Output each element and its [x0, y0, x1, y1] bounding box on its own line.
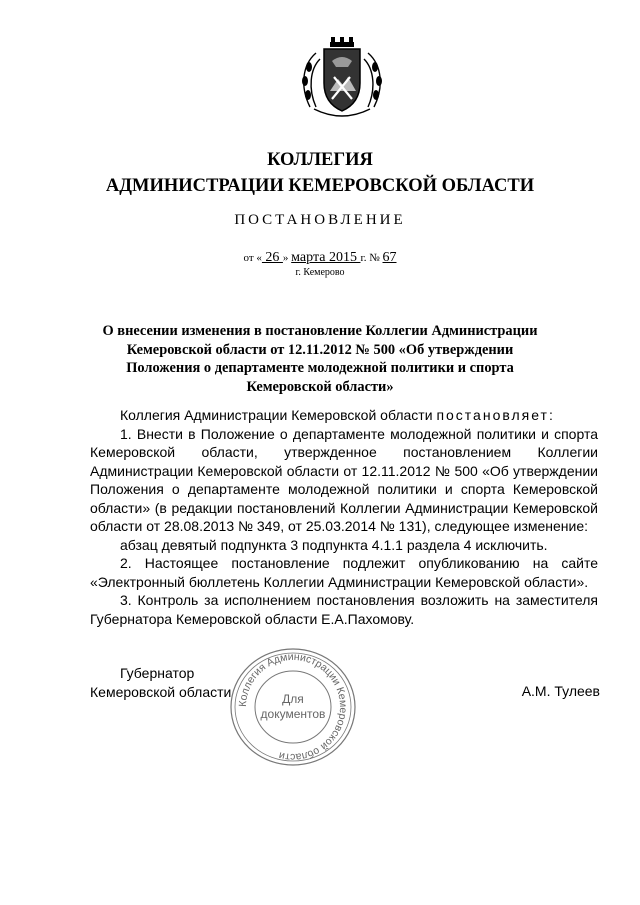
document-body — [90, 406, 598, 628]
document-title: О внесении изменения в постановление Коллегии Администрации Кемеровской области от 12.11.2012 № 500 «Об утверждении Положения о департаменте молодежной политики и спорта Кемеровской области» — [102, 323, 538, 395]
org-title-line2: АДМИНИСТРАЦИИ КЕМЕРОВСКОЙ ОБЛАСТИ — [105, 176, 535, 196]
paragraph-1: 1. Внести в Положение о департаменте молодежной политики и спорта Кемеровской области, утвержденное постановлением Коллегии Администрации Кемеровской области от 12.11.2012 № 500 «Об утверждении Положения о департаменте молодежной политики и спорта Кемеровской области» (в редакции постановлений Коллегии Администрации Кемеровской области от 28.08.2013 № 349, от 25.03.2014 № 131), следующее изменение: — [90, 425, 598, 534]
org-title-line1: КОЛЛЕГИЯ — [267, 150, 373, 170]
paragraph-2: 2. Настоящее постановление подлежит опубликованию на сайте «Электронный бюллетень Коллегии Администрации Кемеровской области». — [90, 555, 598, 590]
stamp-center-line2: документов — [260, 707, 326, 721]
signatory-name: А.М. Тулеев — [521, 683, 600, 699]
intro-prefix: Коллегия Администрации Кемеровской области — [120, 407, 437, 423]
document-number: 67 — [382, 250, 397, 265]
date-year-suffix: г. № — [360, 252, 380, 264]
document-type: ПОСТАНОВЛЕНИЕ — [234, 212, 406, 228]
date-month: марта — [291, 250, 329, 265]
paragraph-3: 3. Контроль за исполнением постановления возложить на заместителя Губернатора Кемеровской области Е.А.Пахомову. — [90, 592, 598, 627]
signatory-position — [90, 664, 231, 702]
stamp-ring-text: Коллегия Администрации Кемеровской области — [236, 650, 350, 764]
signatory-position-line2: Кемеровской области — [90, 684, 232, 700]
signatory-position-line1: Губернатор — [120, 665, 195, 681]
date-year: 2015 — [328, 250, 361, 265]
date-prefix: от « — [243, 252, 262, 264]
stamp-center-line1: Для — [282, 692, 304, 706]
city: г. Кемерово — [295, 267, 345, 278]
official-stamp — [228, 646, 358, 768]
intro-paragraph — [90, 406, 598, 425]
date-quote-close: » — [282, 252, 289, 264]
coat-of-arms-emblem — [296, 37, 388, 123]
paragraph-1-sub: абзац девятый подпункта 3 подпункта 4.1.1 раздела 4 исключить. — [120, 536, 548, 553]
date-line — [0, 250, 640, 266]
date-day: 26 — [261, 250, 283, 265]
intro-verb: постановляет: — [436, 407, 555, 423]
